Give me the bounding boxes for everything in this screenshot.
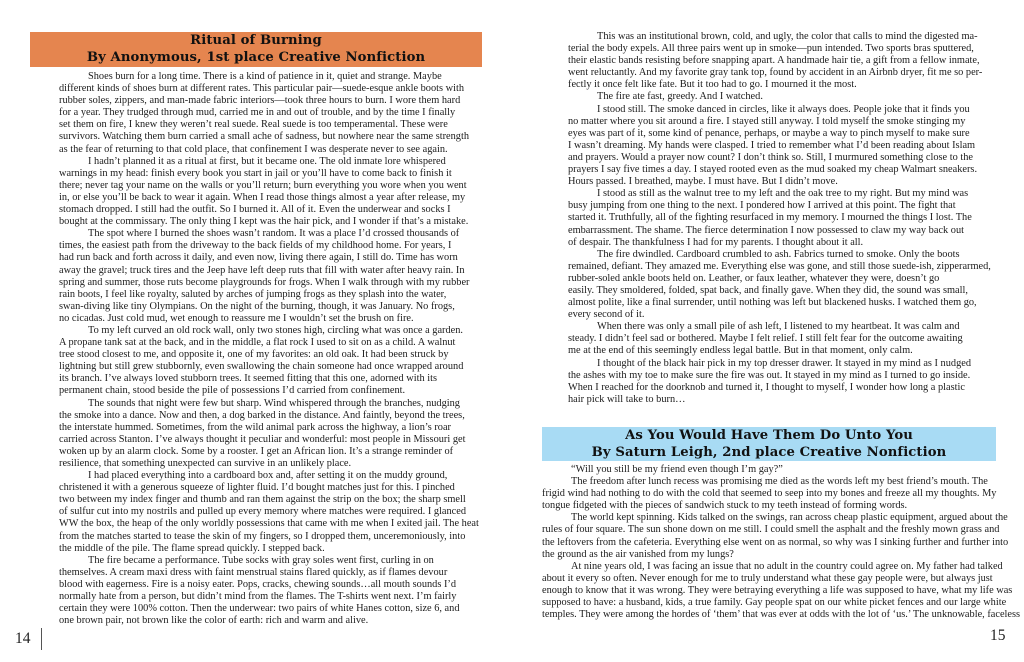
text-line: the leftovers from the cafeteria. Everything else went on as normal, so why was I sinking further and further into	[542, 536, 1009, 548]
text-line: easily. They smoldered, folded, spat back, and finally gave. When they did, the sound was small,	[568, 284, 968, 296]
text-line: The fire became a performance. Tube socks with gray soles went first, curling in on	[88, 554, 434, 566]
story-title: Ritual of Burning	[190, 33, 322, 48]
text-line: tree stood closest to me, and opposite it, one of my favorites: an old oak. It had been struck by	[59, 349, 449, 361]
text-line: prayers I say five times a day. I stayed rooted even as the mud soaked my cheap Walmart sneakers.	[568, 164, 978, 176]
text-line: woken up by an alarm clock. Some by a rooster. I get an African lion. It’s a strange reminder of	[59, 445, 454, 457]
text-line: rules of four square. The sun shone down on me still. I could smell the asphalt and the freshly mown grass and	[542, 524, 1000, 536]
text-line: the smoke into a dance. Now and then, a dog barked in the distance. And faintly, beyond the trees,	[59, 409, 465, 421]
text-line: two between my index finger and thumb and ran them against the strip on the box; the sharp smell	[59, 494, 466, 506]
text-line: the interstate hummed. Sometimes, from the wild animal park across the highway, a lion’s roar	[59, 421, 452, 433]
text-line: almost polite, like a final surrender, until nothing was left but blackened husks. I watched them go,	[568, 297, 977, 309]
text-line: To my left curved an old rock wall, only two stones high, circling what was once a garden.	[88, 324, 463, 336]
text-line: lightning but still grew stubbornly, even swallowing the chain someone had once wrapped around	[59, 361, 464, 373]
text-line: the ashes with my toe to make sure the fire was out. It stayed in my mind as I turned to go inside.	[568, 369, 971, 381]
text-line: there; never tag your name on the walls or you’ll return; burn everything you wore when you went	[59, 179, 467, 191]
text-line: its branch. I’ve always loved stubborn trees. It seemed fitting that this one, adorned with its	[59, 373, 438, 385]
story-title-banner	[30, 32, 482, 67]
text-line: remained, defiant. They amazed me. Everything else was gone, and still those suede-ish, zipperarmed,	[568, 260, 991, 272]
text-line: from the matches started to tease the skin of my fingers, so I dropped them, unceremoniously, into	[59, 530, 466, 542]
text-line: WW the box, the heap of the only worldly possessions that came with me when I exited jail. The heat	[59, 518, 479, 530]
text-line: The fire dwindled. Cardboard crumbled to ash. Fabrics turned to smoke. Only the boots	[597, 248, 960, 260]
text-line: eyes was part of it, some kind of penance, perhaps, or maybe a way to pinch myself to make sure	[568, 127, 970, 139]
text-line: in, or else you’ll be back to wear it again. When I read those things almost a year after release, my	[59, 191, 466, 203]
text-line: temples. They were among the hordes of ‘them’ that was ever at odds with the lot of ‘us.’ The unknowable, faceless	[542, 609, 1021, 621]
text-line: hair pick will take to burn…	[568, 393, 686, 405]
text-line: went reluctantly. And my favorite gray tank top, found by accident in an Airbnb dryer, fit me so per-	[568, 67, 983, 79]
text-line: I thought of the black hair pick in my top dresser drawer. It stayed in my mind as I nudged	[597, 357, 972, 369]
text-line: blood with eagerness. Fire is a noisy eater. Pops, cracks, chewing sounds…all mouth sounds I’d	[59, 578, 457, 590]
text-line: different kinds of shoes burn at different rates. This particular pair—suede-esque ankle boots with	[59, 83, 465, 95]
text-line: embarrassment. The shame. The fierce determination I now possessed to claw my way back out	[568, 224, 965, 236]
page-number: 15	[990, 627, 1006, 644]
text-line: I had placed everything into a cardboard box and, after setting it on the muddy ground,	[88, 470, 448, 482]
page-number: 14	[15, 630, 31, 647]
text-line: rubber-soled ankle boots held on. Leather, or faux leather, whatever they were, doesn’t go	[568, 272, 940, 284]
text-line: busy jumping from one thing to the next. I pondered how I arrived at this point. The fight that	[568, 200, 956, 212]
text-line: of sulfur cut into my nostrils and pulled up every memory where matches were required. I glanced	[59, 506, 467, 518]
text-line: of despair. The thankfulness I had for my parents. I thought about it all.	[568, 236, 864, 248]
text-line: about it every so often. Never enough for me to truly understand what these gay people were, but always just	[542, 572, 993, 584]
text-line: terial the body expels. All three pairs went up in smoke—pun intended. Two sports bras sputtered,	[568, 43, 974, 55]
text-line: The world kept spinning. Kids talked on the swings, ran across cheap plastic equipment, argued about the	[571, 512, 1008, 524]
text-line: bought at the commissary. The only thing I kept was the hair pick, and I wonder if that’s a mistake.	[59, 216, 469, 228]
story-continuation-body	[568, 31, 991, 406]
text-line: resilience, that something unexpected can survive in an unlikely place.	[59, 458, 352, 469]
text-line: supposed to have: a husband, kids, a true family. Gay people spat on our white picket fences and our large white	[542, 597, 1007, 609]
text-line: This was an institutional brown, cold, and ugly, the color that calls to mind the digested ma-	[597, 31, 978, 42]
text-line: set them on fire, I knew they weren’t real suede. Real suede is too temperamental. These were	[59, 119, 448, 131]
text-line: fectly it once felt like fate. But it too had to go. I mourned it the most.	[568, 79, 857, 91]
text-line: christened it with a generous squeeze of lighter fluid. I’d bought matches just for this. I pinched	[59, 482, 455, 494]
text-line: away the gravel; truck tires and the Jeep have left deep ruts that fill with water after heavy rain. In	[59, 264, 465, 276]
text-line: A propane tank sat at the back, and in the middle, a flat rock I used to sit on as a child. A walnut	[59, 337, 456, 349]
text-line: stomach dropped. I still had the outfit. So I burned it. All of it. Even the underwear and socks I	[59, 204, 451, 216]
second-story-byline: By Saturn Leigh, 2nd place Creative Nonfiction	[591, 445, 947, 460]
text-line: themselves. A cream maxi dress with faint menstrual stains flared quickly, as if flames devour	[59, 566, 448, 578]
text-line: “Will you still be my friend even though I’m gay?”	[571, 464, 783, 475]
text-line: I stood still. The smoke danced in circles, like it always does. People joke that it finds you	[597, 103, 970, 115]
second-story-title: As You Would Have Them Do Unto You	[625, 428, 913, 443]
text-line: The freedom after lunch recess was promising me died as the words left my best friend’s mouth. The	[571, 476, 988, 488]
text-line: the ground as the air vanished from my lungs?	[542, 548, 734, 560]
text-line: rain boots, I feel like royalty, saluted by arches of jumping frogs as they splash into the water,	[59, 288, 447, 300]
text-line: one brown pair, not brown like the color of earth: rich and warm and alive.	[59, 615, 369, 627]
text-line: and prayers. Would a prayer now count? I don’t think so. Still, I murmured something close to the	[568, 151, 973, 163]
text-line: spring and summer, those ruts become playgrounds for frogs. When I walk through with my rubber	[59, 276, 470, 288]
text-line: When I reached for the doorknob and turned it, I thought to myself, I wonder how long a plastic	[568, 381, 965, 393]
text-line: survivors. Watching them burn carried a small ache of sadness, but nowhere near the same strength	[59, 131, 470, 143]
text-line: When there was only a small pile of ash left, I listened to my heartbeat. It was calm and	[597, 321, 960, 333]
text-line: warnings in my head: finish every book you start in jail or you’ll have to come back to finish it	[59, 167, 452, 179]
text-line: carried across Stanton. I’ve always thought it peculiar and wonderful: most people in Missouri get	[59, 433, 466, 445]
story-body	[59, 71, 479, 627]
right-page	[512, 0, 1024, 662]
text-line: no cicadas. Just cold mud, wet enough to reassure me I wouldn’t set the brush on fire.	[59, 312, 414, 324]
story-byline: By Anonymous, 1st place Creative Nonfiction	[86, 50, 426, 65]
text-line: I stood as still as the walnut tree to my left and the oak tree to my right. But my mind was	[597, 188, 969, 200]
text-line: At nine years old, I was facing an issue that no adult in the country could agree on. My father had talked	[571, 560, 1003, 572]
text-line: started it. Truthfully, all of the fighting resurfaced in my memory. I mourned the things I lost. The	[568, 212, 972, 224]
text-line: the middle of the pile. The flame spread quickly. I stepped back.	[59, 542, 325, 554]
text-line: as the fear of returning to that cold place, that confinement I was desperate never to see again.	[59, 143, 448, 155]
text-line: had run back and forth across it daily, and even now, living there again, I still do. Time has worn	[59, 252, 458, 264]
second-story-title-banner	[542, 427, 996, 461]
text-line: their elastic bands resisting before snapping apart. A handmade hair tie, a gift from a fellow inmate,	[568, 55, 980, 67]
text-line: for a year. They trudged through mud, carried me in and out of trouble, and by the time I finally	[59, 107, 456, 119]
text-line: permanent chain, stood beside the pile of possessions I’d carried from confinement.	[59, 385, 406, 397]
text-line: no matter where you sit around a fire. I stayed still anyway. I told myself the smoke stinging my	[568, 115, 966, 127]
text-line: The spot where I burned the shoes wasn’t random. It was a place I’d crossed thousands of	[88, 228, 460, 240]
text-line: Shoes burn for a long time. There is a kind of patience in it, quiet and strange. Maybe	[88, 71, 442, 82]
text-line: steady. I didn’t feel sad or bothered. Maybe I felt relief. I still felt fear for the outcome awaiting	[568, 333, 963, 345]
text-line: I wasn’t dreaming. My hands were clasped. I tried to remember what I’d been reading about Islam	[568, 139, 976, 151]
text-line: every second of it.	[568, 309, 645, 321]
text-line: certain they were 100% cotton. Then the underwear: two pairs of white Hanes cotton, size 6, and	[59, 603, 460, 615]
text-line: frigid wind had nothing to do with the cold that seemed to seep into my bones and freeze all my thoughts. My	[542, 488, 997, 500]
text-line: I hadn’t planned it as a ritual at first, but it became one. The old inmate lore whispered	[88, 155, 446, 167]
text-line: The sounds that night were few but sharp. Wind whispered through the branches, nudging	[88, 397, 460, 409]
text-line: Hours passed. I breathed, maybe. I must have. But I didn’t move.	[568, 176, 838, 188]
text-line: me at the end of this seemingly endless legal battle. But in that moment, only calm.	[568, 345, 913, 357]
text-line: enough to know that it was wrong. They were betraying everything a life was supposed to have, what my life was	[542, 584, 1013, 596]
text-line: normally hate from a person, but didn’t mind from the flames. The T-shirts went next. I’m fairly	[59, 591, 457, 603]
page-number-divider	[41, 628, 42, 650]
second-story-body	[542, 464, 1021, 621]
text-line: times, the easiest path from the driveway to the back fields of my childhood home. For years, I	[59, 240, 452, 252]
text-line: rubber soles, zippers, and man-made fabric interiors—took three hours to burn. I wore them hard	[59, 95, 461, 107]
text-line: swan-diving like tiny Olympians. On the night of the burning, though, it was January. No frogs,	[59, 300, 455, 312]
text-line: The fire ate fast, greedy. And I watched.	[597, 91, 763, 103]
text-line: tongue fidgeted with the pieces of sandwich stuck to my teeth instead of forming words.	[542, 500, 908, 512]
